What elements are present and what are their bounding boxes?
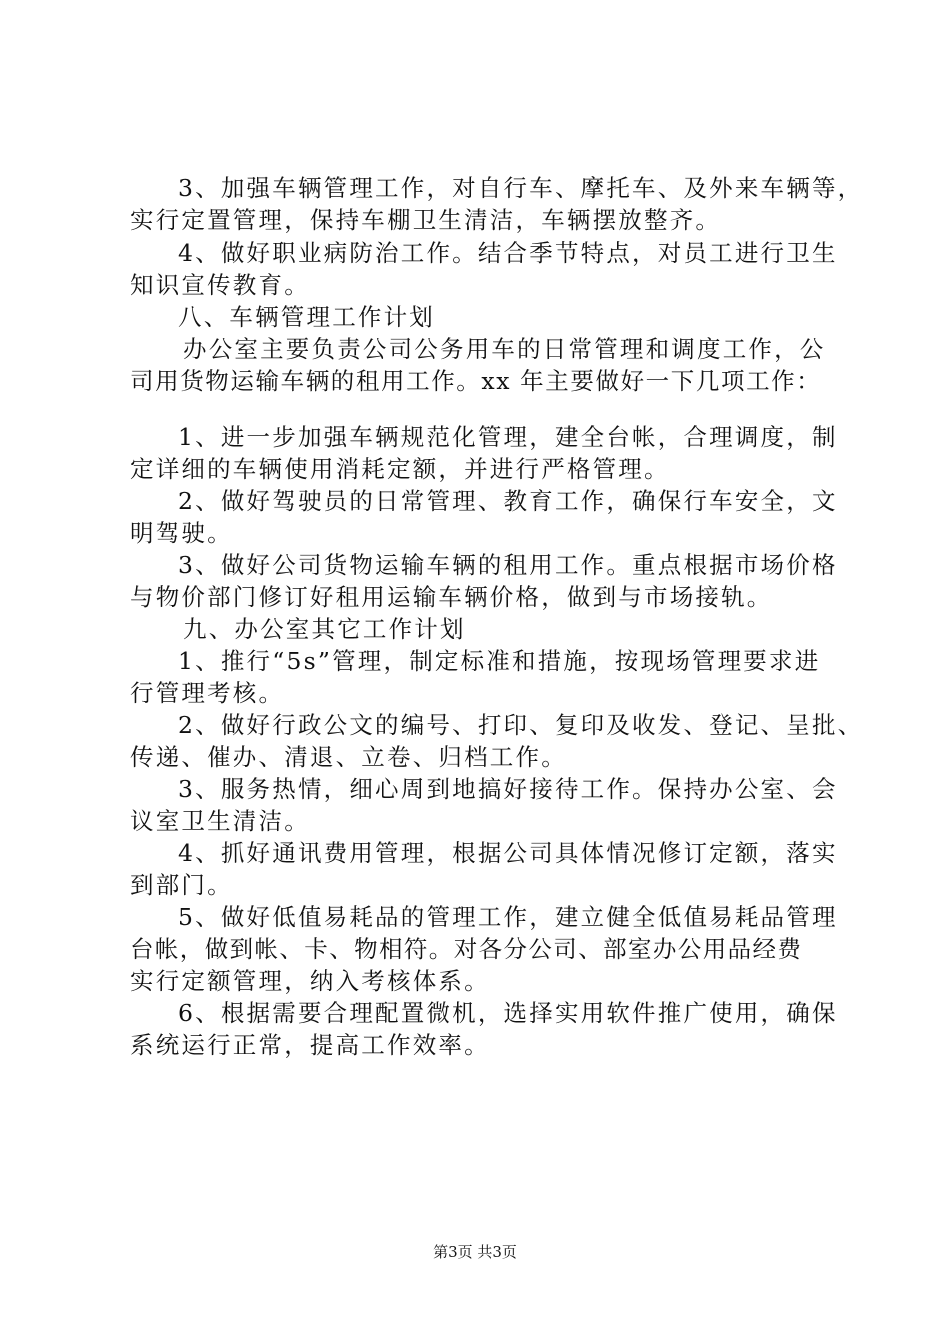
paragraph-line: 司用货物运输车辆的租用工作。xx 年主要做好一下几项工作： [130, 367, 822, 395]
section-heading: 八、车辆管理工作计划 [178, 303, 435, 331]
paragraph-line: 1、进一步加强车辆规范化管理，建全台帐，合理调度，制 [178, 423, 838, 451]
paragraph-line: 1、推行“5s”管理，制定标准和措施，按现场管理要求进 [178, 647, 821, 675]
paragraph-line: 明驾驶。 [130, 519, 233, 547]
paragraph-line: 系统运行正常，提高工作效率。 [130, 1031, 490, 1059]
paragraph-line: 知识宣传教育。 [130, 271, 310, 299]
paragraph-line: 3、服务热情，细心周到地搞好接待工作。保持办公室、会 [178, 775, 838, 803]
paragraph-line: 4、抓好通讯费用管理，根据公司具体情况修订定额，落实 [178, 839, 838, 867]
paragraph-line: 定详细的车辆使用消耗定额，并进行严格管理。 [130, 455, 670, 483]
paragraph-line: 3、加强车辆管理工作，对自行车、摩托车、及外来车辆等， [178, 174, 864, 202]
paragraph-line: 与物价部门修订好租用运输车辆价格，做到与市场接轨。 [130, 583, 773, 611]
paragraph-line: 到部门。 [130, 871, 233, 899]
paragraph-line: 4、做好职业病防治工作。结合季节特点，对员工进行卫生 [178, 239, 838, 267]
paragraph-line: 2、做好驾驶员的日常管理、教育工作，确保行车安全，文 [178, 487, 838, 515]
paragraph-line: 议室卫生清洁。 [130, 807, 310, 835]
paragraph-line: 3、做好公司货物运输车辆的租用工作。重点根据市场价格 [178, 551, 838, 579]
paragraph-line: 传递、催办、清退、立卷、归档工作。 [130, 743, 567, 771]
section-heading: 九、办公室其它工作计划 [183, 615, 466, 643]
paragraph-line: 实行定额管理，纳入考核体系。 [130, 967, 490, 995]
paragraph-line: 6、根据需要合理配置微机，选择实用软件推广使用，确保 [178, 999, 838, 1027]
paragraph-line: 2、做好行政公文的编号、打印、复印及收发、登记、呈批、 [178, 711, 864, 739]
paragraph-line: 台帐，做到帐、卡、物相符。对各分公司、部室办公用品经费 [130, 935, 803, 963]
page-number-footer: 第3页 共3页 [433, 1243, 517, 1261]
paragraph-line: 5、做好低值易耗品的管理工作，建立健全低值易耗品管理 [178, 903, 838, 931]
paragraph-line: 实行定置管理，保持车棚卫生清洁，车辆摆放整齐。 [130, 206, 722, 234]
paragraph-line: 行管理考核。 [130, 679, 285, 707]
paragraph-line: 办公室主要负责公司公务用车的日常管理和调度工作，公 [183, 335, 826, 363]
